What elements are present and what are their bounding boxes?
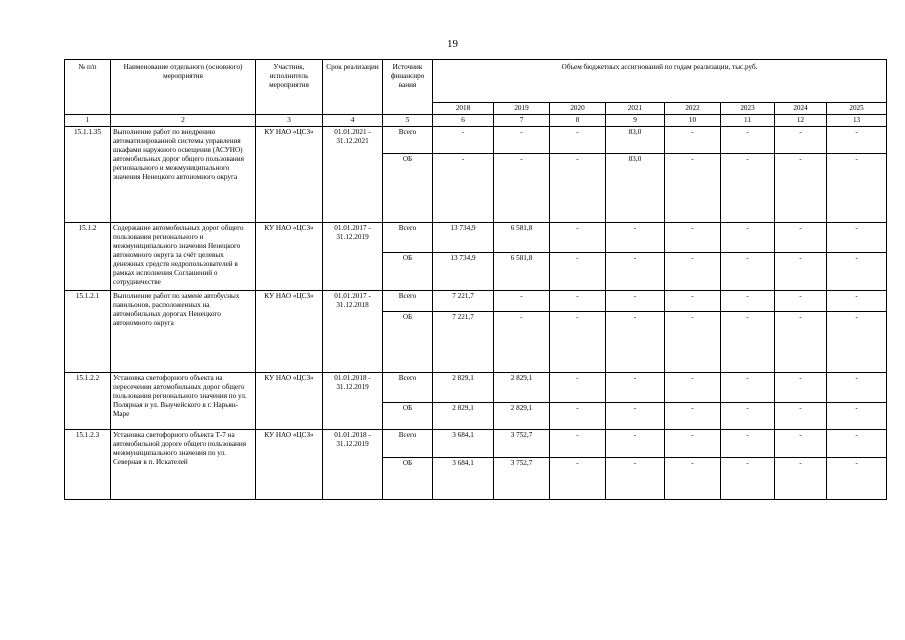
row-number: 15.1.2 [65,223,111,291]
table-row [65,291,887,312]
value-cell: - [550,312,606,373]
value-cell: - [665,373,721,403]
header-term: Срок реализации [323,60,383,115]
column-number: 10 [665,115,721,127]
value-cell: - [606,403,665,430]
value-cell: - [775,373,827,403]
value-cell: - [827,253,887,291]
row-source: Всего [383,291,433,312]
value-cell: - [494,154,550,223]
value-cell: - [827,312,887,373]
value-cell: 7 221,7 [433,291,494,312]
value-cell: - [721,430,775,458]
row-source: ОБ [383,154,433,223]
row-source: Всего [383,223,433,253]
value-cell: - [721,373,775,403]
value-cell: - [775,154,827,223]
value-cell: - [721,291,775,312]
value-cell: - [550,373,606,403]
row-participant: КУ НАО «ЦСЗ» [256,373,323,430]
value-cell: - [775,127,827,154]
value-cell: - [494,291,550,312]
value-cell: - [721,253,775,291]
table-row [65,373,887,403]
value-cell: - [550,430,606,458]
row-source: ОБ [383,253,433,291]
column-number: 1 [65,115,111,127]
value-cell: - [433,127,494,154]
value-cell: - [606,458,665,500]
value-cell: - [721,312,775,373]
value-cell: - [665,403,721,430]
row-source: ОБ [383,403,433,430]
value-cell: 83,0 [606,154,665,223]
value-cell: - [721,403,775,430]
value-cell: - [550,223,606,253]
row-source: Всего [383,430,433,458]
value-cell: 3 752,7 [494,458,550,500]
value-cell: - [775,430,827,458]
value-cell: - [665,127,721,154]
value-cell: - [550,458,606,500]
row-term: 01.01.2021 - 31.12.2021 [323,127,383,223]
year-header: 2020 [550,103,606,115]
row-name: Установка светофорного объекта на пересечении автомобильных дорог общего пользования регионального значения по ул. Полярная и ул. Выучейского в г. Нарьян-Маре [111,373,256,430]
row-number: 15.1.1.35 [65,127,111,223]
column-number: 4 [323,115,383,127]
value-cell: - [827,403,887,430]
value-cell: - [606,291,665,312]
value-cell: - [606,253,665,291]
header-num: № п/п [65,60,111,115]
value-cell: - [665,312,721,373]
row-source: ОБ [383,458,433,500]
header-source: Источник финансиро вания [383,60,433,115]
row-name: Содержание автомобильных дорог общего пользования регионального и межмуниципального значения Ненецкого автономного округа за счёт целевых денежных средств недропользователей в рамках исполнения Соглашений о сотрудничестве [111,223,256,291]
row-source: ОБ [383,312,433,373]
value-cell: - [775,223,827,253]
value-cell: - [665,430,721,458]
value-cell: - [721,223,775,253]
value-cell: - [665,253,721,291]
value-cell: - [665,223,721,253]
value-cell: - [606,373,665,403]
value-cell: - [550,253,606,291]
row-term: 01.01.2018 - 31.12.2019 [323,373,383,430]
value-cell: - [775,312,827,373]
header-participant: Участник, исполнитель мероприятия [256,60,323,115]
row-number: 15.1.2.1 [65,291,111,373]
row-name: Установка светофорного объекта Т-7 на автомобильной дороге общего пользования межмуниципального значения по ул. Северная в п. Искателей [111,430,256,500]
row-number: 15.1.2.3 [65,430,111,500]
year-header: 2022 [665,103,721,115]
value-cell: 6 581,8 [494,223,550,253]
value-cell: 6 581,8 [494,253,550,291]
value-cell: 13 734,9 [433,223,494,253]
value-cell: - [606,312,665,373]
value-cell: 3 684,1 [433,458,494,500]
value-cell: - [606,223,665,253]
value-cell: - [494,127,550,154]
row-term: 01.01.2017 - 31.12.2018 [323,291,383,373]
header-volume: Объем бюджетных ассигнований по годам реализации, тыс.руб. [433,60,887,103]
value-cell: - [775,458,827,500]
value-cell: - [827,373,887,403]
value-cell: - [494,312,550,373]
value-cell: 3 752,7 [494,430,550,458]
value-cell: - [827,154,887,223]
column-number: 3 [256,115,323,127]
year-header: 2021 [606,103,665,115]
year-header: 2018 [433,103,494,115]
value-cell: - [665,291,721,312]
value-cell: 2 829,1 [433,373,494,403]
budget-table [64,59,887,500]
column-number: 11 [721,115,775,127]
value-cell: - [665,154,721,223]
value-cell: 2 829,1 [494,373,550,403]
value-cell: 2 829,1 [433,403,494,430]
value-cell: - [775,253,827,291]
row-participant: КУ НАО «ЦСЗ» [256,291,323,373]
column-number: 2 [111,115,256,127]
value-cell: - [827,458,887,500]
table-row [65,430,887,458]
column-number: 6 [433,115,494,127]
column-number: 5 [383,115,433,127]
value-cell: - [775,403,827,430]
value-cell: - [721,154,775,223]
column-number: 7 [494,115,550,127]
column-number: 12 [775,115,827,127]
row-source: Всего [383,373,433,403]
page-number: 19 [447,38,458,50]
value-cell: 3 684,1 [433,430,494,458]
table-row [65,223,887,253]
value-cell: - [550,403,606,430]
year-header: 2025 [827,103,887,115]
row-term: 01.01.2017 - 31.12.2019 [323,223,383,291]
row-term: 01.01.2018 - 31.12.2019 [323,430,383,500]
row-number: 15.1.2.2 [65,373,111,430]
row-participant: КУ НАО «ЦСЗ» [256,430,323,500]
row-name: Выполнение работ по замене автобусных павильонов, расположенных на автомобильных дорогах Ненецкого автономного округа [111,291,256,373]
value-cell: - [606,430,665,458]
value-cell: - [433,154,494,223]
value-cell: - [827,223,887,253]
value-cell: - [550,127,606,154]
table-row [65,127,887,154]
value-cell: - [550,291,606,312]
value-cell: 7 221,7 [433,312,494,373]
value-cell: 83,0 [606,127,665,154]
column-number-row [65,115,887,127]
value-cell: - [827,430,887,458]
row-participant: КУ НАО «ЦСЗ» [256,223,323,291]
column-number: 13 [827,115,887,127]
row-source: Всего [383,127,433,154]
column-number: 9 [606,115,665,127]
value-cell: - [721,458,775,500]
value-cell: 2 829,1 [494,403,550,430]
year-header: 2023 [721,103,775,115]
row-participant: КУ НАО «ЦСЗ» [256,127,323,223]
value-cell: - [827,291,887,312]
value-cell: - [721,127,775,154]
value-cell: - [550,154,606,223]
year-header: 2024 [775,103,827,115]
value-cell: - [775,291,827,312]
header-name: Наименование отдельного (основного) мероприятия [111,60,256,115]
value-cell: - [665,458,721,500]
value-cell: 13 734,9 [433,253,494,291]
value-cell: - [827,127,887,154]
year-header: 2019 [494,103,550,115]
column-number: 8 [550,115,606,127]
row-name: Выполнение работ по внедрению автоматизированной системы управления шкафами наружного освещения (АСУНО) автомобильных дорог общего пользования регионального и межмуниципального значения Ненецкого автономного округа [111,127,256,223]
